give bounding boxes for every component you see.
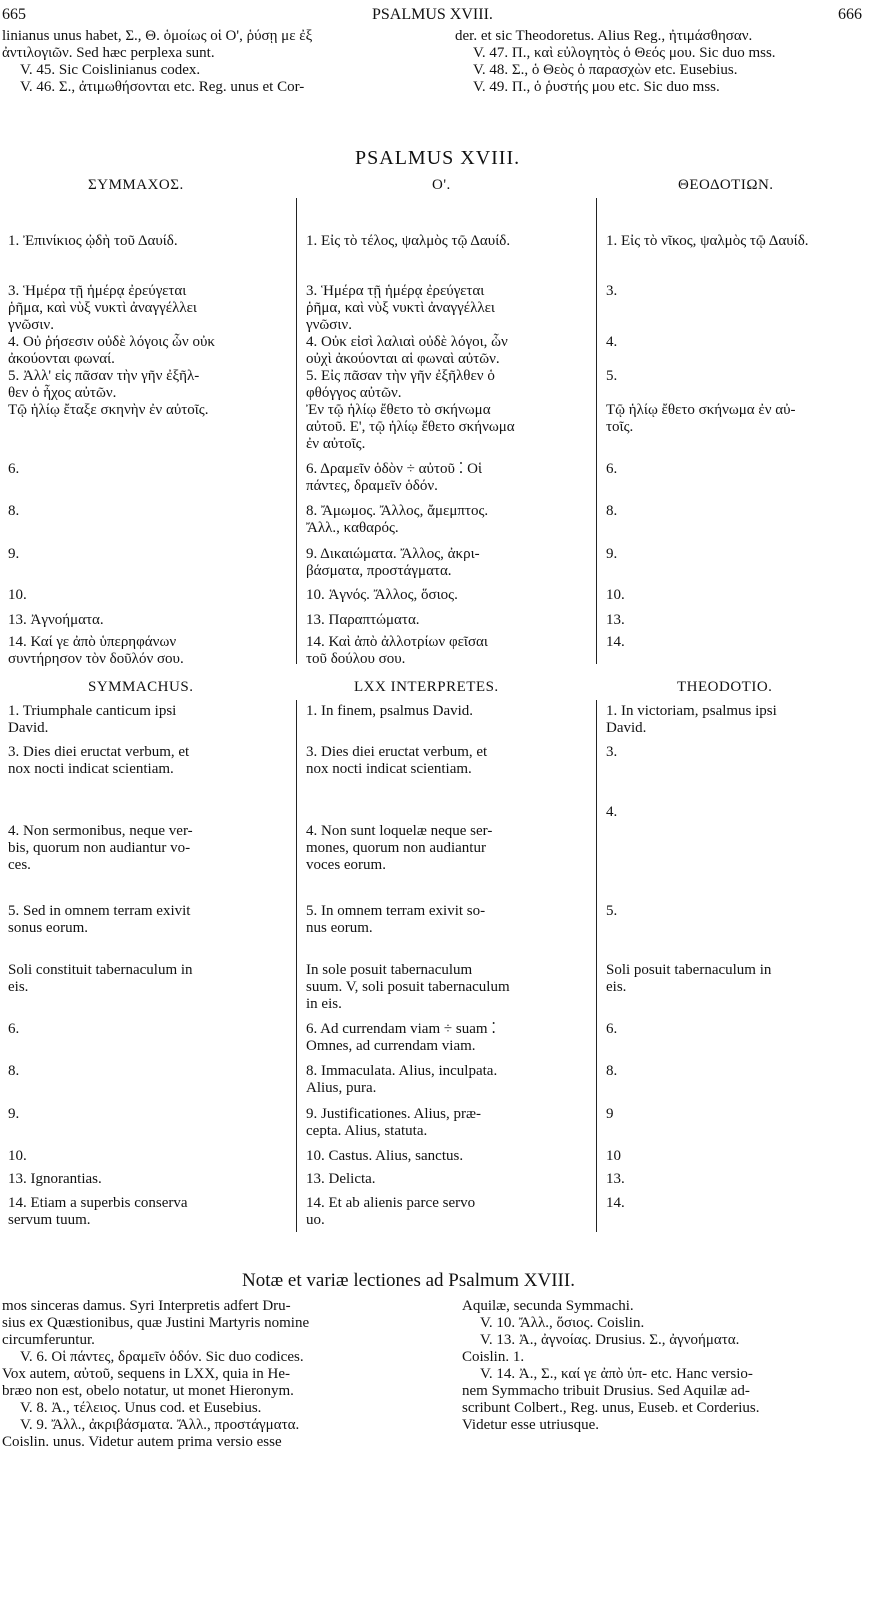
- left-page-number: 665: [2, 6, 26, 23]
- right-page-number: 666: [838, 6, 862, 23]
- latin-lxx-cell: mones, quorum non audiantur: [306, 840, 486, 856]
- greek-lxx-cell: 10. Ἁγνός. Ἄλλος, ὅσιος.: [306, 587, 458, 603]
- greek-lxx-cell: ἐν αὐτοῖς.: [306, 436, 366, 452]
- latin-symmachus-cell: 13. Ignorantias.: [8, 1171, 102, 1187]
- latin-symmachus-cell: bis, quorum non audiantur vo-: [8, 840, 191, 856]
- greek-symmachus-cell: 5. Ἀλλ' εἰς πᾶσαν τὴν γῆν ἐξῆλ-: [8, 368, 200, 384]
- greek-lxx-cell: 14. Καὶ ἀπὸ ἀλλοτρίων φεῖσαι: [306, 634, 488, 650]
- latin-lxx-cell: 6. Ad currendam viam ÷ suam ⁚: [306, 1021, 497, 1037]
- greek-theodotion-cell: 10.: [606, 587, 625, 603]
- greek-symmachus-cell: 13. Ἀγνοήματα.: [8, 612, 104, 628]
- greek-header-theodotion: ΘΕΟΔΟΤΙΩΝ.: [678, 177, 774, 193]
- text-line: V. 13. Ἀ., ἀγνοίας. Drusius. Σ., ἀγνοήματα.: [480, 1332, 740, 1348]
- text-line: nem Symmacho tribuit Drusius. Sed Aquilæ ad-: [462, 1383, 750, 1399]
- greek-symmachus-cell: συντήρησον τὸν δοῦλόν σου.: [8, 651, 184, 667]
- greek-symmachus-cell: 1. Ἐπινίκιος ᾠδὴ τοῦ Δαυίδ.: [8, 233, 178, 249]
- greek-lxx-cell: τοῦ δούλου σου.: [306, 651, 406, 667]
- latin-lxx-cell: cepta. Alius, statuta.: [306, 1123, 428, 1139]
- latin-theodotion-cell: 10: [606, 1148, 621, 1164]
- greek-symmachus-cell: ῥῆμα, καὶ νὺξ νυκτὶ ἀναγγέλλει: [8, 300, 197, 316]
- greek-theodotion-cell: 3.: [606, 283, 618, 299]
- greek-lxx-cell: γνῶσιν.: [306, 317, 352, 333]
- greek-symmachus-cell: 14. Καί γε ἀπὸ ὑπερηφάνων: [8, 634, 177, 650]
- latin-lxx-cell: suum. V, soli posuit tabernaculum: [306, 979, 510, 995]
- greek-lxx-cell: φθόγγος αὐτῶν.: [306, 385, 402, 401]
- greek-symmachus-cell: Τῷ ἡλίῳ ἔταξε σκηνὴν ἐν αὐτοῖς.: [8, 402, 209, 418]
- text-line: bræo non est, obelo notatur, ut monet Hieronym.: [2, 1383, 294, 1399]
- text-line: V. 47. Π., καὶ εὐλογητὸς ὁ Θεός μου. Sic duo mss.: [473, 45, 776, 61]
- latin-lxx-cell: 4. Non sunt loquelæ neque ser-: [306, 823, 493, 839]
- greek-lxx-cell: 6. Δραμεῖν ὁδὸν ÷ αὐτοῦ ⁚ Οἱ: [306, 461, 483, 477]
- psalm-title: PSALMUS XVIII.: [355, 147, 521, 169]
- latin-symmachus-cell: David.: [8, 720, 49, 736]
- latin-symmachus-cell: sonus eorum.: [8, 920, 88, 936]
- latin-lxx-cell: nus eorum.: [306, 920, 373, 936]
- greek-symmachus-cell: ἀκούονται φωναί.: [8, 351, 115, 367]
- greek-theodotion-cell: 13.: [606, 612, 625, 628]
- greek-lxx-cell: οὐχὶ ἀκούονται αἱ φωναὶ αὐτῶν.: [306, 351, 500, 367]
- latin-symmachus-cell: eis.: [8, 979, 29, 995]
- text-line: V. 14. Ἀ., Σ., καί γε ἀπὸ ὑπ- etc. Hanc versio-: [480, 1366, 753, 1382]
- latin-theodotion-cell: 5.: [606, 903, 618, 919]
- greek-lxx-cell: 5. Εἰς πᾶσαν τὴν γῆν ἐξῆλθεν ὁ: [306, 368, 495, 384]
- latin-symmachus-cell: 5. Sed in omnem terram exivit: [8, 903, 191, 919]
- latin-symmachus-cell: 9.: [8, 1106, 20, 1122]
- latin-symmachus-cell: 4. Non sermonibus, neque ver-: [8, 823, 193, 839]
- latin-lxx-cell: 3. Dies diei eructat verbum, et: [306, 744, 488, 760]
- text-line: Coislin. unus. Videtur autem prima versio esse: [2, 1434, 282, 1450]
- text-line: V. 6. Οἱ πάντες, δραμεῖν ὁδόν. Sic duo codices.: [20, 1349, 304, 1365]
- greek-lxx-cell: 1. Εἰς τὸ τέλος, ψαλμὸς τῷ Δαυίδ.: [306, 233, 511, 249]
- text-line: V. 49. Π., ὁ ῥυστής μου etc. Sic duo mss.: [473, 79, 720, 95]
- greek-symmachus-cell: γνῶσιν.: [8, 317, 54, 333]
- text-line: mos sinceras damus. Syri Interpretis adfert Dru-: [2, 1298, 291, 1314]
- latin-lxx-cell: 9. Justificationes. Alius, præ-: [306, 1106, 481, 1122]
- greek-symmachus-cell: θεν ὁ ἦχος αὐτῶν.: [8, 385, 117, 401]
- text-line: circumferuntur.: [2, 1332, 95, 1348]
- notes-title: Notæ et variæ lectiones ad Psalmum XVIII.: [242, 1270, 575, 1291]
- latin-symmachus-cell: 3. Dies diei eructat verbum, et: [8, 744, 190, 760]
- greek-symmachus-cell: 8.: [8, 503, 20, 519]
- text-line: V. 8. Ἀ., τέλειος. Unus cod. et Eusebius.: [20, 1400, 262, 1416]
- text-line: der. et sic Theodoretus. Alius Reg., ἠτιμάσθησαν.: [455, 28, 753, 44]
- greek-theodotion-cell: 1. Εἰς τὸ νῖκος, ψαλμὸς τῷ Δαυίδ.: [606, 233, 809, 249]
- greek-theodotion-cell: 9.: [606, 546, 618, 562]
- column-divider: [296, 198, 297, 664]
- latin-lxx-cell: 5. In omnem terram exivit so-: [306, 903, 486, 919]
- greek-lxx-cell: 3. Ἡμέρα τῇ ἡμέρᾳ ἐρεύγεται: [306, 283, 485, 299]
- greek-theodotion-cell: 8.: [606, 503, 618, 519]
- column-divider: [596, 198, 597, 664]
- latin-symmachus-cell: servum tuum.: [8, 1212, 91, 1228]
- greek-theodotion-cell: τοῖς.: [606, 419, 634, 435]
- latin-lxx-cell: uo.: [306, 1212, 325, 1228]
- latin-theodotion-cell: 13.: [606, 1171, 625, 1187]
- latin-theodotion-cell: 3.: [606, 744, 618, 760]
- greek-lxx-cell: 13. Παραπτώματα.: [306, 612, 420, 628]
- latin-lxx-cell: voces eorum.: [306, 857, 386, 873]
- text-line: Vox autem, αὐτοῦ, sequens in LXX, quia in He-: [2, 1366, 291, 1382]
- text-line: V. 46. Σ., ἀτιμωθήσονται etc. Reg. unus et Cor-: [20, 79, 305, 95]
- text-line: V. 45. Sic Coislinianus codex.: [20, 62, 201, 78]
- text-line: V. 10. Ἄλλ., ὅσιος. Coislin.: [480, 1315, 645, 1331]
- text-line: linianus unus habet, Σ., Θ. ὁμοίως οἱ Ο', ῥύσῃ με ἐξ: [2, 28, 313, 44]
- running-title: PSALMUS XVIII.: [372, 6, 493, 23]
- greek-header-symmachus: ΣΥΜΜΑΧΟΣ.: [88, 177, 184, 193]
- latin-theodotion-cell: 6.: [606, 1021, 618, 1037]
- greek-theodotion-cell: 4.: [606, 334, 618, 350]
- latin-lxx-cell: Alius, pura.: [306, 1080, 377, 1096]
- greek-lxx-cell: αὐτοῦ. Ε', τῷ ἡλίῳ ἔθετο σκήνωμα: [306, 419, 515, 435]
- latin-symmachus-cell: 14. Etiam a superbis conserva: [8, 1195, 188, 1211]
- greek-lxx-cell: 8. Ἄμωμος. Ἄλλος, ἄμεμπτος.: [306, 503, 489, 519]
- greek-lxx-cell: βάσματα, προστάγματα.: [306, 563, 452, 579]
- latin-theodotion-cell: eis.: [606, 979, 627, 995]
- text-line: Aquilæ, secunda Symmachi.: [462, 1298, 634, 1314]
- latin-theodotion-cell: Soli posuit tabernaculum in: [606, 962, 772, 978]
- latin-lxx-cell: 13. Delicta.: [306, 1171, 376, 1187]
- latin-lxx-cell: nox nocti indicat scientiam.: [306, 761, 472, 777]
- greek-theodotion-cell: 14.: [606, 634, 625, 650]
- latin-lxx-cell: 8. Immaculata. Alius, inculpata.: [306, 1063, 498, 1079]
- latin-header-theodotion: THEODOTIO.: [677, 679, 773, 695]
- latin-lxx-cell: 1. In finem, psalmus David.: [306, 703, 474, 719]
- latin-symmachus-cell: ces.: [8, 857, 31, 873]
- latin-lxx-cell: Omnes, ad currendam viam.: [306, 1038, 476, 1054]
- latin-lxx-cell: 10. Castus. Alius, sanctus.: [306, 1148, 464, 1164]
- text-line: V. 9. Ἄλλ., ἀκριβάσματα. Ἄλλ., προστάγματα.: [20, 1417, 300, 1433]
- greek-lxx-cell: πάντες, δραμεῖν ὁδόν.: [306, 478, 438, 494]
- latin-theodotion-cell: 14.: [606, 1195, 625, 1211]
- greek-symmachus-cell: 9.: [8, 546, 20, 562]
- text-line: sius ex Quæstionibus, quæ Justini Martyris nomine: [2, 1315, 310, 1331]
- latin-symmachus-cell: nox nocti indicat scientiam.: [8, 761, 174, 777]
- greek-theodotion-cell: Τῷ ἡλίῳ ἔθετο σκήνωμα ἐν αὐ-: [606, 402, 796, 418]
- latin-header-symmachus: SYMMACHUS.: [88, 679, 194, 695]
- greek-header-lxx: Ο'.: [432, 177, 451, 193]
- latin-symmachus-cell: 1. Triumphale canticum ipsi: [8, 703, 177, 719]
- greek-theodotion-cell: 5.: [606, 368, 618, 384]
- latin-theodotion-cell: David.: [606, 720, 647, 736]
- latin-symmachus-cell: 6.: [8, 1021, 20, 1037]
- text-line: scribunt Colbert., Reg. unus, Euseb. et Corderius.: [462, 1400, 760, 1416]
- latin-header-lxx: LXX INTERPRETES.: [354, 679, 499, 695]
- column-divider: [596, 700, 597, 1232]
- greek-lxx-cell: Ἐν τῷ ἡλίῳ ἔθετο τὸ σκήνωμα: [306, 402, 491, 418]
- latin-theodotion-cell: 1. In victoriam, psalmus ipsi: [606, 703, 777, 719]
- greek-symmachus-cell: 3. Ἡμέρα τῇ ἡμέρᾳ ἐρεύγεται: [8, 283, 187, 299]
- latin-symmachus-cell: 8.: [8, 1063, 20, 1079]
- text-line: Coislin. 1.: [462, 1349, 525, 1365]
- latin-symmachus-cell: Soli constituit tabernaculum in: [8, 962, 193, 978]
- greek-lxx-cell: Ἄλλ., καθαρός.: [306, 520, 399, 536]
- greek-theodotion-cell: 6.: [606, 461, 618, 477]
- latin-theodotion-cell: 8.: [606, 1063, 618, 1079]
- latin-lxx-cell: In sole posuit tabernaculum: [306, 962, 473, 978]
- text-line: V. 48. Σ., ὁ Θεὸς ὁ παρασχὼν etc. Eusebius.: [473, 62, 738, 78]
- latin-lxx-cell: 14. Et ab alienis parce servo: [306, 1195, 476, 1211]
- greek-lxx-cell: 9. Δικαιώματα. Ἄλλος, ἀκρι-: [306, 546, 480, 562]
- greek-lxx-cell: ῥῆμα, καὶ νὺξ νυκτὶ ἀναγγέλλει: [306, 300, 495, 316]
- greek-symmachus-cell: 10.: [8, 587, 27, 603]
- greek-lxx-cell: 4. Οὐκ εἰσὶ λαλιαὶ οὐδὲ λόγοι, ὧν: [306, 334, 508, 350]
- greek-symmachus-cell: 6.: [8, 461, 20, 477]
- column-divider: [296, 700, 297, 1232]
- latin-theodotion-cell: 4.: [606, 804, 618, 820]
- latin-symmachus-cell: 10.: [8, 1148, 27, 1164]
- text-line: ἀντιλογιῶν. Sed hæc perplexa sunt.: [2, 45, 215, 61]
- text-line: Videtur esse utriusque.: [462, 1417, 599, 1433]
- latin-lxx-cell: in eis.: [306, 996, 342, 1012]
- latin-theodotion-cell: 9: [606, 1106, 614, 1122]
- greek-symmachus-cell: 4. Οὐ ῥήσεσιν οὐδὲ λόγοις ὧν οὐκ: [8, 334, 215, 350]
